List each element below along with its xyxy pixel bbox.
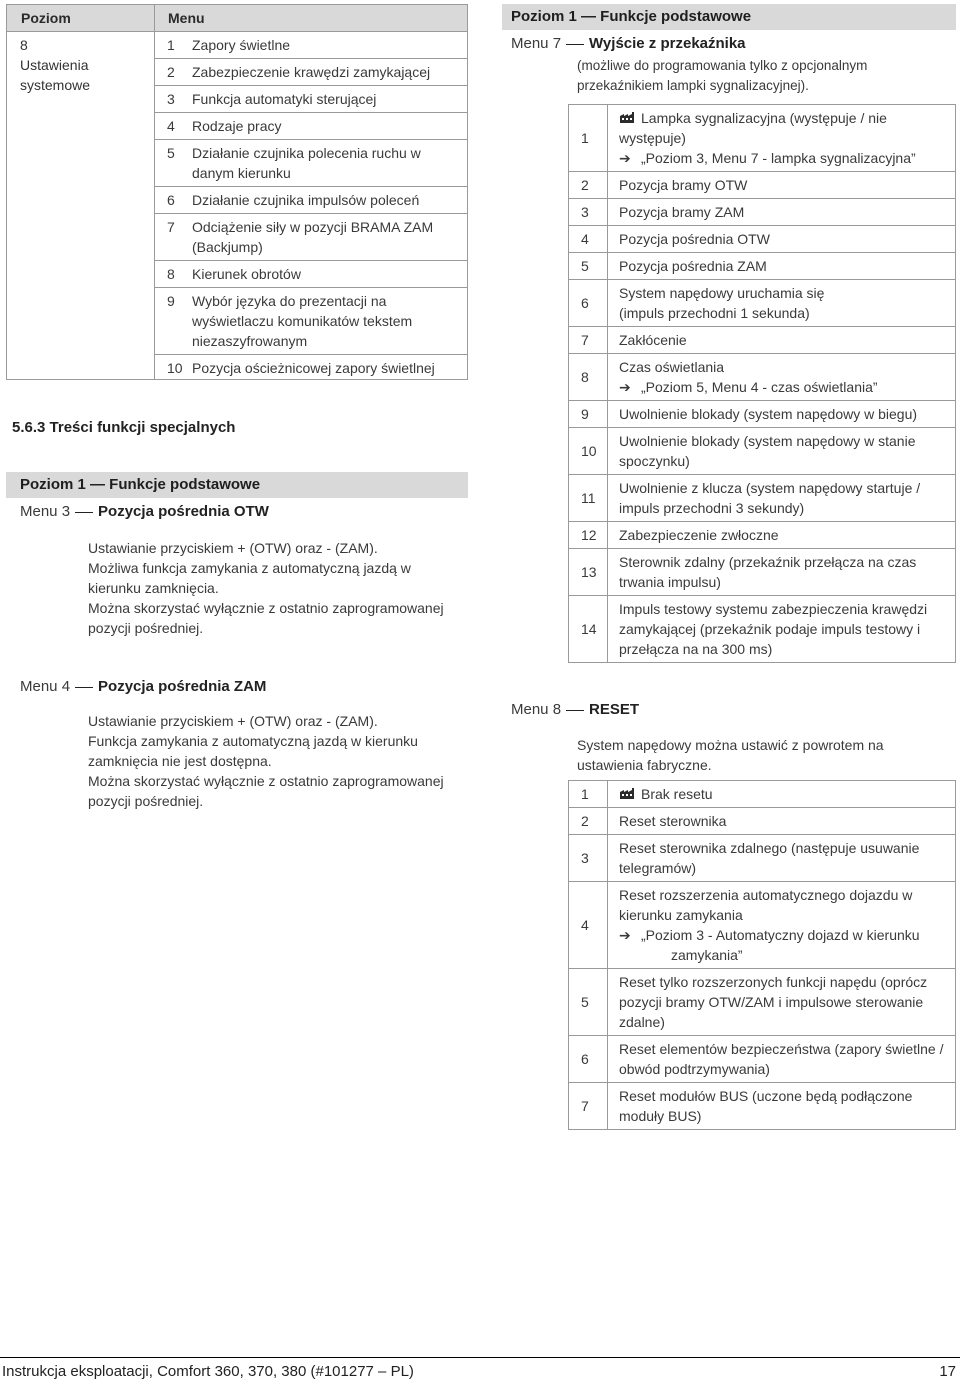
menu-row-text: Działanie czujnika polecenia ruchu w danym kierunku: [192, 145, 421, 181]
option-row: [569, 549, 955, 596]
option-number: 1: [581, 130, 589, 146]
cross-reference-continued: zamykania”: [671, 947, 743, 963]
option-line: [619, 639, 949, 659]
option-line: [619, 431, 949, 451]
option-text: [607, 596, 955, 662]
option-line: [619, 1012, 949, 1032]
option-line-text: Pozycja bramy ZAM: [619, 204, 745, 220]
level-band-right-text: Poziom 1 — Funkcje podstawowe: [511, 8, 752, 25]
menu7-note-line: (możliwe do programowania tylko z opcjonalnym: [577, 58, 868, 73]
option-line-text: Reset rozszerzenia automatycznego dojazdu w: [619, 887, 913, 903]
option-number: 12: [581, 527, 597, 543]
arrow-right-icon: ➔: [619, 150, 631, 166]
option-number: 6: [581, 295, 589, 311]
menu4-heading: [20, 677, 266, 697]
option-line: [619, 811, 949, 831]
option-line-text: Pozycja bramy OTW: [619, 177, 748, 193]
option-line-text: pozycji bramy OTW/ZAM i impulsowe sterowanie: [619, 994, 924, 1010]
option-text: [607, 835, 955, 881]
menu8-note-line: System napędowy można ustawić z powrotem na: [577, 737, 884, 753]
menu-row: [155, 32, 467, 59]
option-line: [619, 108, 949, 128]
option-line: [619, 858, 949, 878]
menu3-line: kierunku zamknięcia.: [88, 580, 219, 596]
option-row: [569, 226, 955, 253]
option-number: 5: [581, 994, 589, 1010]
menu-row-number: 2: [167, 64, 175, 80]
option-text: [607, 226, 955, 252]
option-number: 14: [581, 621, 597, 637]
option-text: [607, 253, 955, 279]
option-row: [569, 172, 955, 199]
option-line-text: System napędowy uruchamia się: [619, 285, 825, 301]
option-line-text: moduły BUS): [619, 1108, 702, 1124]
menu-row-number: 9: [167, 293, 175, 309]
page-number: 17: [939, 1363, 956, 1380]
option-number: 7: [581, 332, 589, 348]
menu8-note-line: ustawienia fabryczne.: [577, 757, 712, 773]
menu3-description: [88, 538, 463, 638]
menu-row-text: Odciążenie siły w pozycji BRAMA ZAM (Backjump): [192, 219, 434, 255]
option-text: [607, 172, 955, 198]
option-line: [619, 451, 949, 471]
menu8-heading: [511, 700, 639, 720]
option-line-text: obwód podtrzymywania): [619, 1061, 770, 1077]
level-name-line2: systemowe: [20, 77, 91, 93]
option-row: [569, 428, 955, 475]
option-text: [607, 327, 955, 353]
menu-row-text: Rodzaje pracy: [192, 118, 282, 134]
menu7-heading: [511, 34, 746, 54]
arrow-right-icon: ➔: [619, 379, 631, 395]
arrow-right-icon: ➔: [619, 927, 631, 943]
cross-reference: [619, 377, 949, 397]
option-line: [619, 303, 949, 323]
option-line: [619, 525, 949, 545]
level-cell: [20, 35, 150, 95]
section-title: 5.6.3 Treści funkcji specjalnych: [12, 419, 236, 436]
option-line: [619, 972, 949, 992]
menu3-line: pozycji pośredniej.: [88, 620, 204, 636]
option-line-text: telegramów): [619, 860, 697, 876]
menu-row: [155, 187, 467, 214]
option-text: [607, 882, 955, 968]
menu8-note: [577, 735, 884, 775]
option-row: [569, 280, 955, 327]
header-menu: Menu: [168, 10, 205, 26]
option-text: [607, 1036, 955, 1082]
option-row: [569, 808, 955, 835]
menu-row-number: 4: [167, 118, 175, 134]
menu4-line: Można skorzystać wyłącznie z ostatnio zaprogramowanej: [88, 773, 444, 789]
option-row: [569, 835, 955, 882]
menu8-label: Menu 8: [511, 701, 562, 718]
option-row: [569, 401, 955, 428]
option-text: [607, 428, 955, 474]
menu8-title: RESET: [589, 701, 640, 718]
cross-reference: [619, 148, 949, 168]
menu7-title: Wyjście z przekaźnika: [589, 35, 746, 52]
menu4-line: pozycji pośredniej.: [88, 793, 204, 809]
factory-default-icon: [619, 111, 635, 124]
option-line-text: (impuls przechodni 1 sekunda): [619, 305, 810, 321]
option-line: [619, 1039, 949, 1059]
option-number: 8: [581, 369, 589, 385]
option-line-text: Pozycja pośrednia OTW: [619, 231, 770, 247]
menu4-line: zamknięcia nie jest dostępna.: [88, 753, 272, 769]
option-line-text: Czas oświetlania: [619, 359, 725, 375]
menu-row-text: Funkcja automatyki sterującej: [192, 91, 377, 107]
option-row: [569, 596, 955, 662]
menu-row-text: Kierunek obrotów: [192, 266, 301, 282]
menu7-note: [577, 56, 867, 96]
option-line-text: Lampka sygnalizacyjna (występuje / nie: [641, 110, 887, 126]
menu3-label: Menu 3: [20, 503, 71, 520]
option-number: 3: [581, 850, 589, 866]
option-line: [619, 357, 949, 377]
option-number: 3: [581, 204, 589, 220]
menu-row-number: 1: [167, 37, 175, 53]
option-text: [607, 522, 955, 548]
option-line: [619, 478, 949, 498]
footer-text: Instrukcja eksploatacji, Comfort 360, 370, 380 (#101277 – PL): [2, 1363, 414, 1380]
option-text: [607, 354, 955, 400]
menu-table-header: [7, 5, 467, 32]
menu4-line: Funkcja zamykania z automatyczną jazdą w kierunku: [88, 733, 418, 749]
option-number: 2: [581, 177, 589, 193]
menu-row-text: Zapory świetlne: [192, 37, 291, 53]
option-line-text: spoczynku): [619, 453, 690, 469]
footer-rule: [0, 1357, 960, 1358]
option-number: 5: [581, 258, 589, 274]
menu-row-number: 10: [167, 360, 183, 376]
option-row: [569, 522, 955, 549]
option-line-text: Zakłócenie: [619, 332, 687, 348]
option-number: 6: [581, 1051, 589, 1067]
menu-row: [155, 113, 467, 140]
menu8-options-table: [568, 780, 956, 1130]
level-name-line1: Ustawienia: [20, 57, 89, 73]
option-number: 11: [581, 490, 596, 506]
menu-row: [155, 261, 467, 288]
menu-row-number: 5: [167, 145, 175, 161]
option-row: [569, 475, 955, 522]
option-row: [569, 253, 955, 280]
menu-row-text: Zabezpieczenie krawędzi zamykającej: [192, 64, 431, 80]
menu7-label: Menu 7: [511, 35, 562, 52]
option-line-text: Reset elementów bezpieczeństwa (zapory świetlne /: [619, 1041, 944, 1057]
menu-row: [155, 140, 467, 187]
level-band-left: [6, 472, 468, 498]
option-line: [619, 1106, 949, 1126]
option-number: 4: [581, 231, 589, 247]
option-line-text: Reset modułów BUS (uczone będą podłączone: [619, 1088, 913, 1104]
option-line: [619, 404, 949, 424]
option-line: [619, 229, 949, 249]
option-row: [569, 105, 955, 172]
level-band-left-text: Poziom 1 — Funkcje podstawowe: [20, 476, 261, 493]
menu4-title: Pozycja pośrednia ZAM: [98, 678, 267, 695]
cross-reference: [619, 925, 949, 945]
menu4-line: Ustawianie przyciskiem + (OTW) oraz - (ZAM).: [88, 713, 378, 729]
menu-rows: [155, 32, 467, 381]
option-line: [619, 175, 949, 195]
menu-row-number: 6: [167, 192, 175, 208]
option-text: [607, 199, 955, 225]
option-row: [569, 354, 955, 401]
option-line: [619, 330, 949, 350]
menu-row: [155, 59, 467, 86]
option-row: [569, 882, 955, 969]
menu-row-number: 3: [167, 91, 175, 107]
menu-row-text: Pozycja ościeżnicowej zapory świetlnej: [192, 360, 435, 376]
option-line-text: Uwolnienie blokady (system napędowy w stanie: [619, 433, 916, 449]
option-number: 1: [581, 786, 589, 802]
menu4-label: Menu 4: [20, 678, 71, 695]
menu3-line: Możliwa funkcja zamykania z automatyczną jazdą w: [88, 560, 411, 576]
option-row: [569, 199, 955, 226]
option-line-text: zamykającej (przekaźnik podaje impuls testowy i: [619, 621, 921, 637]
option-line: [619, 283, 949, 303]
menu-row-text: Działanie czujnika impulsów poleceń: [192, 192, 420, 208]
header-level: Poziom: [21, 10, 71, 26]
option-number: 7: [581, 1098, 589, 1114]
option-row: [569, 1083, 955, 1129]
option-line: [619, 256, 949, 276]
option-number: 2: [581, 813, 589, 829]
option-line: [619, 552, 949, 572]
cross-reference-text: „Poziom 5, Menu 4 - czas oświetlania”: [641, 379, 878, 395]
option-line-text: Impuls testowy systemu zabezpieczenia krawędzi: [619, 601, 928, 617]
option-line: [619, 202, 949, 222]
option-line-text: Sterownik zdalny (przekaźnik przełącza na czas: [619, 554, 917, 570]
menu-row: [155, 355, 467, 381]
option-line-text: Reset sterownika zdalnego (następuje usuwanie: [619, 840, 920, 856]
menu-row-number: 8: [167, 266, 175, 282]
factory-default-icon: [619, 787, 635, 800]
menu-table: [6, 4, 468, 380]
menu-row: [155, 86, 467, 113]
option-line: [619, 572, 949, 592]
option-text: [607, 549, 955, 595]
option-number: 4: [581, 917, 589, 933]
option-line-text: Pozycja pośrednia ZAM: [619, 258, 767, 274]
menu7-options-table: [568, 104, 956, 663]
option-line: [619, 784, 949, 804]
option-text: [607, 401, 955, 427]
option-row: [569, 1036, 955, 1083]
option-text: [607, 105, 955, 171]
option-text: [607, 1083, 955, 1129]
option-line-text: Reset sterownika: [619, 813, 727, 829]
option-line-text: Uwolnienie z klucza (system napędowy startuje /: [619, 480, 921, 496]
menu-row: [155, 288, 467, 355]
option-line-text: Reset tylko rozszerzonych funkcji napędu (oprócz: [619, 974, 928, 990]
option-line: [619, 905, 949, 925]
option-line: [619, 599, 949, 619]
option-number: 10: [581, 443, 597, 459]
option-line: [619, 838, 949, 858]
option-line-text: impuls przechodni 3 sekundy): [619, 500, 805, 516]
option-text: [607, 969, 955, 1035]
cross-reference-text: „Poziom 3 - Automatyczny dojazd w kierunku: [641, 927, 920, 943]
option-line-text: występuje): [619, 130, 686, 146]
option-line-text: zdalne): [619, 1014, 665, 1030]
option-line: [619, 128, 949, 148]
option-text: [607, 280, 955, 326]
menu3-line: Ustawianie przyciskiem + (OTW) oraz - (ZAM).: [88, 540, 378, 556]
option-number: 9: [581, 406, 589, 422]
option-line-text: kierunku zamykania: [619, 907, 743, 923]
option-text: [607, 808, 955, 834]
menu3-line: Można skorzystać wyłącznie z ostatnio zaprogramowanej: [88, 600, 444, 616]
option-text: [607, 475, 955, 521]
level-band-right: [502, 4, 956, 30]
option-row: [569, 327, 955, 354]
option-line-text: przełącza na na 300 ms): [619, 641, 773, 657]
option-line: [619, 498, 949, 518]
option-row: [569, 781, 955, 808]
option-line-text: trwania impulsu): [619, 574, 721, 590]
menu-row: [155, 214, 467, 261]
menu7-note-line: przekaźnikiem lampki sygnalizacyjnej).: [577, 78, 809, 93]
menu4-description: [88, 711, 463, 811]
option-line: [619, 1059, 949, 1079]
option-text: [607, 781, 955, 807]
menu-row-text: Wybór języka do prezentacji na wyświetlaczu komunikatów tekstem niezaszyfrowanym: [192, 293, 413, 349]
option-row: [569, 969, 955, 1036]
menu3-heading: [20, 502, 269, 522]
option-line: [619, 992, 949, 1012]
menu3-title: Pozycja pośrednia OTW: [98, 503, 269, 520]
option-line-text: Uwolnienie blokady (system napędowy w biegu): [619, 406, 918, 422]
option-line: [619, 1086, 949, 1106]
option-line: [619, 885, 949, 905]
option-number: 13: [581, 564, 597, 580]
option-line-text: Brak resetu: [641, 786, 713, 802]
cross-reference-text: „Poziom 3, Menu 7 - lampka sygnalizacyjna”: [641, 150, 916, 166]
menu-row-number: 7: [167, 219, 175, 235]
level-number: 8: [20, 37, 28, 53]
option-line-text: Zabezpieczenie zwłoczne: [619, 527, 779, 543]
option-line: [619, 619, 949, 639]
